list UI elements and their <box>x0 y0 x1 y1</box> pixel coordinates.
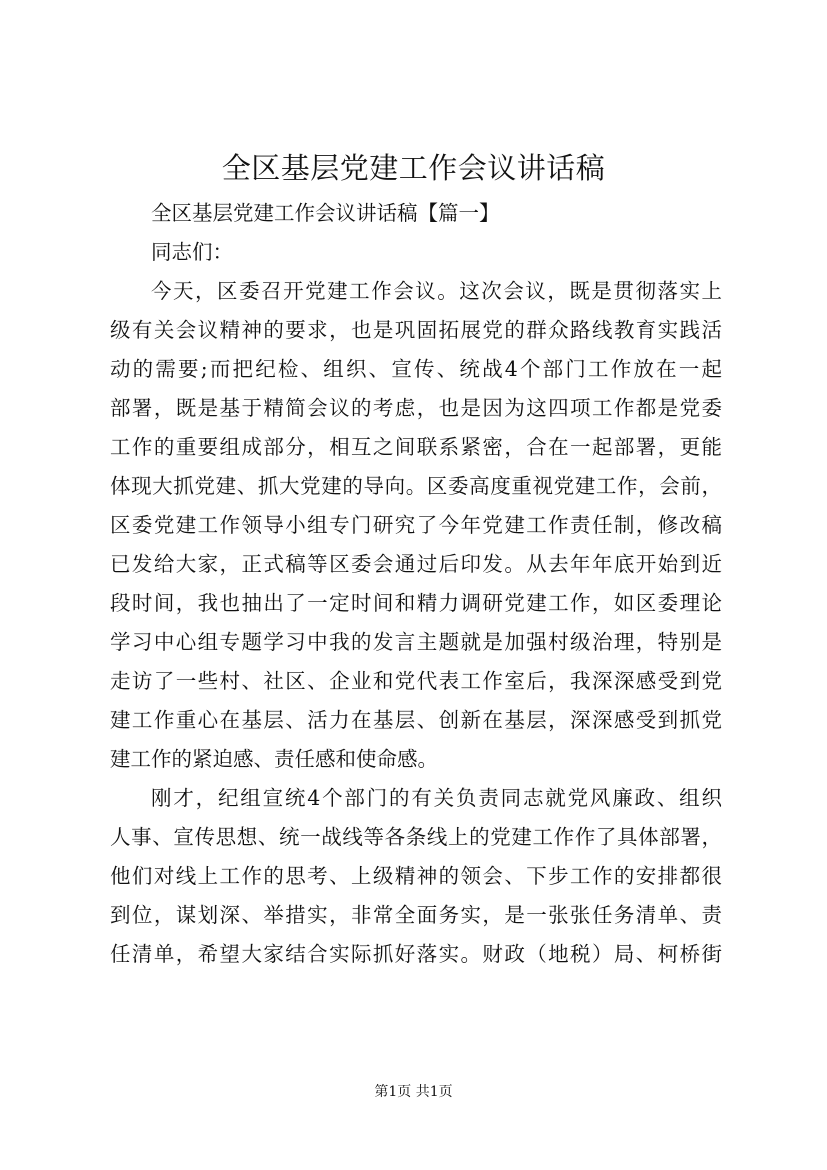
paragraph-line: 动的需要;而把纪检、组织、宣传、统战4个部门工作放在一起 <box>110 357 722 381</box>
paragraph-line: 他们对线上工作的思考、上级精神的领会、下步工作的安排都很 <box>110 864 722 888</box>
paragraph-line: 工作的重要组成部分，相互之间联系紧密，合在一起部署，更能 <box>110 435 722 459</box>
document-title: 全区基层党建工作会议讲话稿 <box>221 151 606 185</box>
paragraph-line: 到位，谋划深、举措实，非常全面务实，是一张张任务清单、责 <box>110 903 722 927</box>
paragraph-line: 人事、宣传思想、统一战线等各条线上的党建工作作了具体部署， <box>110 825 722 849</box>
paragraph-line: 刚才，纪组宣统4个部门的有关负责同志就党风廉政、组织 <box>151 786 722 810</box>
paragraph-line: 建工作的紧迫感、责任感和使命感。 <box>110 747 438 771</box>
paragraph-line: 任清单，希望大家结合实际抓好落实。财政（地税）局、柯桥街 <box>110 942 722 966</box>
page-number-footer: 第1页 共1页 <box>374 1084 453 1100</box>
paragraph-line: 已发给大家，正式稿等区委会通过后印发。从去年年底开始到近 <box>110 552 722 576</box>
paragraph-line: 部署，既是基于精简会议的考虑，也是因为这四项工作都是党委 <box>110 396 722 420</box>
paragraph-line: 今天，区委召开党建工作会议。这次会议，既是贯彻落实上 <box>151 279 722 303</box>
paragraph-line: 体现大抓党建、抓大党建的导向。区委高度重视党建工作，会前， <box>110 474 722 498</box>
paragraph-line: 走访了一些村、社区、企业和党代表工作室后，我深深感受到党 <box>110 669 722 693</box>
document-body <box>110 194 722 974</box>
paragraph-line: 级有关会议精神的要求，也是巩固拓展党的群众路线教育实践活 <box>110 318 722 342</box>
paragraph-line: 区委党建工作领导小组专门研究了今年党建工作责任制，修改稿 <box>110 513 722 537</box>
section-heading: 全区基层党建工作会议讲话稿【篇一】 <box>151 201 500 225</box>
paragraph-line: 建工作重心在基层、活力在基层、创新在基层，深深感受到抓党 <box>110 708 722 732</box>
salutation: 同志们： <box>151 240 233 264</box>
paragraph-line: 学习中心组专题学习中我的发言主题就是加强村级治理，特别是 <box>110 630 722 654</box>
paragraph-line: 段时间，我也抽出了一定时间和精力调研党建工作，如区委理论 <box>110 591 722 615</box>
